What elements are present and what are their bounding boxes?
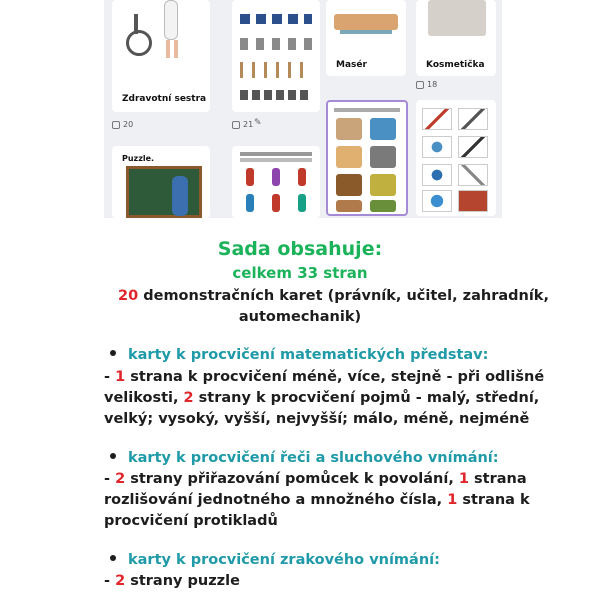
section1-line-3: velký; vysoký, vyšší, nejvyšší; málo, méně, nejméně — [104, 411, 530, 427]
demo-line-1: 20 demonstračních karet (právník, učitel, zahradník, — [118, 288, 549, 304]
blackboard-illustration — [126, 166, 202, 218]
section2-line-1: - 2 strany přiřazování pomůcek k povolání, 1 strana — [104, 471, 527, 487]
card-worksheet-tools[interactable] — [232, 0, 320, 112]
card-nurse[interactable] — [112, 0, 210, 112]
count-badge: 20 — [112, 120, 133, 129]
content-title: Sada obsahuje: — [217, 238, 383, 260]
card-label: Zdravotní sestra — [122, 94, 207, 104]
section2-line-2: rozlišování jednotného a množného čísla, 1 strana k — [104, 492, 530, 508]
copy-icon — [232, 121, 240, 129]
count-badge: 18 — [416, 80, 437, 89]
preview-collage — [104, 0, 502, 218]
bullet-icon — [110, 453, 116, 459]
card-tools-grid[interactable] — [416, 100, 496, 216]
card-people-grid[interactable] — [326, 100, 408, 216]
nurse-figure — [164, 0, 178, 40]
section-heading-math: karty k procvičení matematických představ: — [110, 345, 488, 366]
card-kosmeticka[interactable] — [416, 0, 496, 76]
count-badge: 21 — [232, 120, 253, 129]
section1-line-2: velikosti, 2 strany k procvičení pojmů - malý, střední, — [104, 390, 540, 406]
copy-icon — [416, 81, 424, 89]
content-subtitle: celkem 33 stran — [232, 264, 368, 282]
demo-line-2: automechanik) — [238, 309, 362, 325]
card-puzzle[interactable] — [112, 146, 210, 218]
card-maser[interactable] — [326, 0, 406, 76]
copy-icon — [112, 121, 120, 129]
section-heading-speech: karty k procvičení řeči a sluchového vnímání: — [110, 448, 499, 469]
section3-line-1: - 2 strany puzzle — [104, 573, 240, 589]
bullet-icon — [110, 555, 116, 561]
bullet-icon — [110, 350, 116, 356]
wheelchair-illustration — [126, 30, 152, 56]
section2-line-3: procvičení protikladů — [104, 513, 278, 529]
section1-line-1: - 1 strana k procvičení méně, více, stejně - při odlišné — [104, 369, 545, 385]
section-heading-visual: karty k procvičení zrakového vnímání: — [110, 550, 440, 571]
card-figures[interactable] — [232, 146, 320, 218]
pencil-icon[interactable]: ✎ — [254, 118, 262, 128]
card-label: Kosmetička — [426, 60, 485, 70]
card-label: Puzzle. — [122, 154, 155, 163]
card-label: Masér — [336, 60, 367, 70]
